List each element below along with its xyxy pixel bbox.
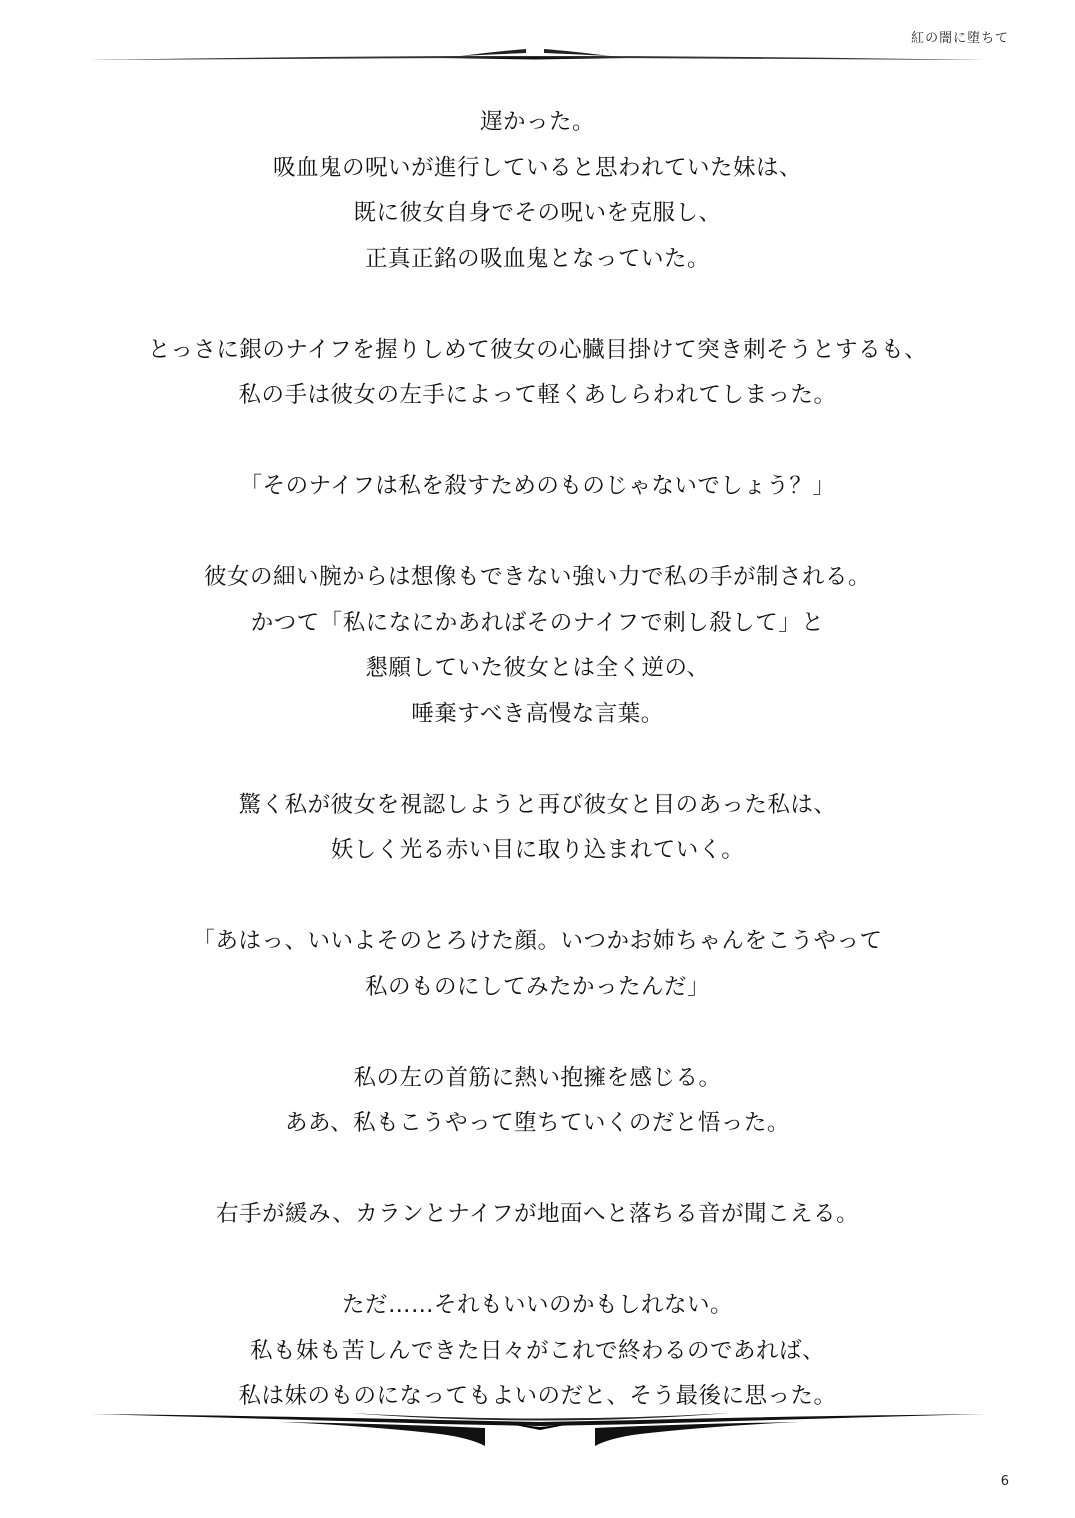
story-line: 「あはっ、いいよそのとろけた顔。いつかお姉ちゃんをこうやって [192,928,883,954]
page-number: 6 [1000,1474,1009,1489]
story-text-body [60,100,1015,1420]
story-line: 遅かった。 [479,109,595,135]
story-line [60,1010,1015,1056]
story-line: 妖しく光る赤い目に取り込まれていく。 [330,837,745,863]
story-line: 正真正銘の吸血鬼となっていた。 [364,245,710,272]
story-line: 吸血鬼の呪いが進行していると思われていた妹は、 [272,154,802,181]
story-line: 私の手は彼女の左手によって軽くあしらわれてしまった。 [238,382,837,408]
story-line [60,282,1015,328]
story-line [60,737,1015,783]
story-line: とっさに銀のナイフを握りしめて彼女の心臓目掛けて突き刺そうとするも、 [147,336,928,363]
story-line: 私も妹も苦しんできた日々がこれで終わるのであれば、 [249,1337,825,1364]
story-line [60,1147,1015,1193]
story-line: 懇願していた彼女とは全く逆の、 [365,655,710,681]
page-header-title: 紅の闇に堕ちて [911,31,1009,46]
bottom-ornament-divider [80,1402,995,1454]
story-line [60,874,1015,920]
story-line [60,1238,1015,1284]
top-ornament-divider [80,44,995,74]
story-line [60,419,1015,465]
story-line: ああ、私もこうやって堕ちていくのだと悟った。 [285,1110,790,1136]
story-line: 私のものにしてみたかったんだ」 [364,973,710,1000]
story-line: 彼女の細い腕からは想像もできない強い力で私の手が制される。 [203,564,871,590]
story-line: 唾棄すべき高慢な言葉。 [411,700,664,727]
story-line: 右手が緩み、カランとナイフが地面へと落ちる音が聞こえる。 [215,1201,860,1227]
story-line: ただ……それもいいのかもしれない。 [341,1292,733,1318]
story-line: 驚く私が彼女を視認しようと再び彼女と目のあった私は、 [238,791,837,818]
story-line: かつて「私になにかあればそのナイフで刺し殺して」と [250,609,825,636]
story-line: 私の左の首筋に熱い抱擁を感じる。 [353,1064,722,1091]
story-line [60,510,1015,556]
story-line: 私は妹のものになってもよいのだと、そう最後に思った。 [238,1383,837,1409]
story-line: 既に彼女自身でその呪いを克服し、 [353,200,722,226]
story-line: 「そのナイフは私を殺すためのものじゃないでしょう？」 [239,473,836,499]
